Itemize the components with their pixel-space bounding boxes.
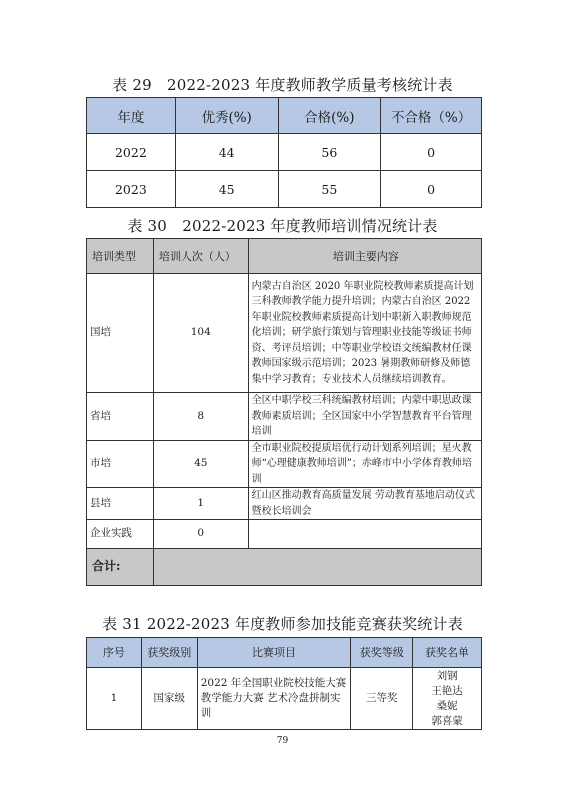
training-content-cell (248, 520, 481, 549)
table-31 (86, 637, 482, 730)
winner-name: 桑妮 (436, 699, 458, 712)
table-29 (86, 97, 482, 208)
table-header-row (87, 638, 482, 668)
table-row (87, 440, 482, 488)
column-header: 培训类型 (87, 239, 154, 274)
column-header: 培训主要内容 (248, 239, 481, 274)
table-row (87, 274, 482, 393)
winner-name: 王艳达 (431, 684, 463, 697)
table-header-row (87, 98, 482, 134)
training-type-cell: 国培 (87, 274, 154, 393)
table-row (87, 668, 482, 730)
table-cell: 2022 (87, 134, 176, 171)
table-30-caption: 表 30 2022-2023 年度教师培训情况统计表 (127, 217, 438, 235)
page-number: 79 (276, 736, 289, 746)
training-count-cell: 104 (153, 274, 248, 393)
column-header: 合格(%) (278, 98, 381, 134)
training-count-cell: 0 (153, 520, 248, 549)
column-header: 年度 (87, 98, 176, 134)
total-value-cell (153, 549, 481, 586)
table-cell: 国家级 (141, 668, 197, 730)
table-31-caption: 表 31 2022-2023 年度教师参加技能竞赛获奖统计表 (102, 615, 463, 633)
table-row (87, 393, 482, 441)
training-count-cell: 1 (153, 488, 248, 520)
column-header: 获奖等级 (351, 638, 413, 668)
column-header: 序号 (87, 638, 142, 668)
table-row (87, 520, 482, 549)
table-row (87, 134, 482, 171)
winner-names-cell (413, 668, 482, 730)
training-count-cell: 45 (153, 440, 248, 488)
table-cell: 44 (175, 134, 278, 171)
table-header-row (87, 239, 482, 274)
table-row (87, 171, 482, 208)
training-type-cell: 市培 (87, 440, 154, 488)
training-content-cell: 内蒙古自治区 2020 年职业院校教师素质提高计划三科教师教学能力提升培训；内蒙古自治区 2022 年职业院校教师素质提高计划中职新入职教师规范化培训；研学旅行策划与管理职业技能等级证书师资、考评员培训；中等职业学校语文统编教材任课教师国家级示范培训；2023 暑期教师研修及师德集中学习教育；专业技术人员继续培训教育。 (248, 274, 481, 393)
training-count-cell: 8 (153, 393, 248, 441)
table-cell: 1 (87, 668, 142, 730)
winner-name: 郭喜蒙 (431, 714, 463, 727)
table-cell: 56 (278, 134, 381, 171)
training-content-cell: 全区中职学校三科统编教材培训；内蒙中职思政课教师素质培训；全区国家中小学智慧教育平台管理培训 (248, 393, 481, 441)
table-cell: 0 (381, 171, 482, 208)
table-cell: 45 (175, 171, 278, 208)
training-content-cell: 红山区推动教育高质量发展 劳动教育基地启动仪式暨校长培训会 (248, 488, 481, 520)
table-cell: 2023 (87, 171, 176, 208)
column-header: 培训人次（人） (153, 239, 248, 274)
table-29-caption: 表 29 2022-2023 年度教师教学质量考核统计表 (112, 76, 453, 94)
training-type-cell: 企业实践 (87, 520, 154, 549)
column-header: 获奖名单 (413, 638, 482, 668)
table-cell: 2022 年全国职业院校技能大赛教学能力大赛 艺术冷盘拼制实训 (197, 668, 351, 730)
table-cell: 0 (381, 134, 482, 171)
total-label: 合计: (87, 549, 154, 586)
training-content-cell: 全市职业院校提质培优行动计划系列培训；星火教师“心理健康教师培训”；赤峰市中小学体育教师培训 (248, 440, 481, 488)
column-header: 优秀(%) (175, 98, 278, 134)
table-cell: 三等奖 (351, 668, 413, 730)
column-header: 获奖级别 (141, 638, 197, 668)
table-row (87, 488, 482, 520)
total-row (87, 549, 482, 586)
table-cell: 55 (278, 171, 381, 208)
training-type-cell: 省培 (87, 393, 154, 441)
column-header: 不合格（%） (381, 98, 482, 134)
table-30 (86, 238, 482, 586)
column-header: 比赛项目 (197, 638, 351, 668)
winner-name: 刘钢 (436, 669, 458, 682)
training-type-cell: 县培 (87, 488, 154, 520)
